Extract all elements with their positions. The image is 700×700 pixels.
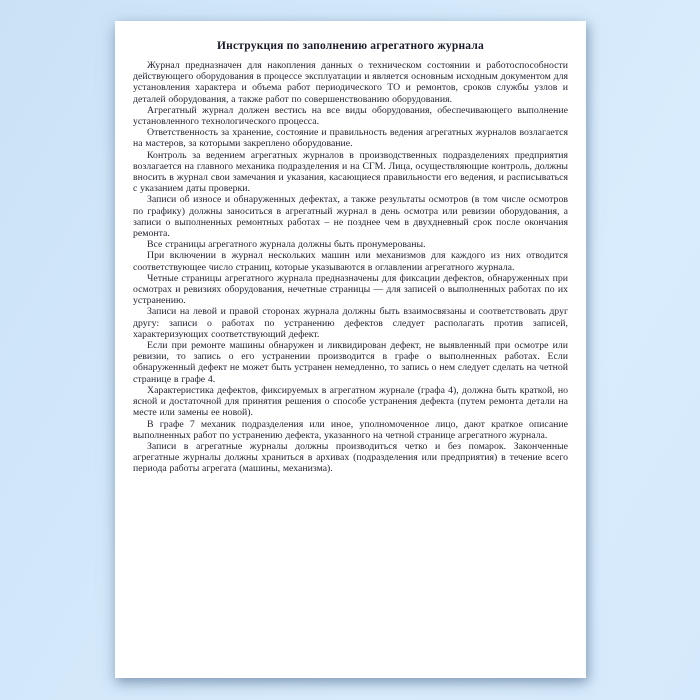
paragraph: В графе 7 механик подразделения или иное, уполномоченное лицо, дают краткое описание выполненных работ по устранению дефекта, указанного на четной странице агрегатного журнала. [133,418,568,441]
paragraph: Характеристика дефектов, фиксируемых в агрегатном журнале (графа 4), должна быть краткой, но ясной и достаточной для принятия решения о способе устранения дефекта (путем ремонта детали на месте или замены ее новой). [133,384,568,419]
document-page [115,21,586,678]
paragraph: Записи в агрегатные журналы должны производиться четко и без помарок. Законченные агрегатные журналы должны храниться в архивах (подразделения или предприятия) в течение всего периода работы агрегата (машины, механизма). [133,440,568,475]
paragraph: Все страницы агрегатного журнала должны быть пронумерованы. [147,239,426,251]
paragraph: Ответственность за хранение, состояние и правильность ведения агрегатных журналов возлагается на мастеров, за которыми закреплено оборудование. [133,127,568,150]
paragraph: Если при ремонте машины обнаружен и ликвидирован дефект, не выявленный при осмотре или ревизии, то запись о его устранении производится в графе о выполненных работах. Если обнаруженный дефект не может быть устранен немедленно, то запись о нем следует сделать на четной странице в графе 4. [133,340,568,385]
document-title: Инструкция по заполнению агрегатного журнала [217,40,484,52]
paragraph: Четные страницы агрегатного журнала предназначены для фиксации дефектов, обнаруженных при осмотрах и ревизиях оборудования, нечетные страницы — для записей о выполненных работах по их устранению. [133,272,568,307]
paragraph: Записи на левой и правой сторонах журнала должны быть взаимосвязаны и соответствовать друг другу: записи о работах по устранению дефектов следует располагать против записей, характеризующих соответствующий дефект. [133,306,568,340]
paragraph: Журнал предназначен для накопления данных о техническом состоянии и работоспособности действующего оборудования в процессе эксплуатации и является основным исходным документом для установления характера и объема работ периодического ТО и ремонтов, сроков службы узлов и деталей оборудования, а также работ по совершенствованию оборудования. [133,60,568,105]
paragraph: При включении в журнал нескольких машин или механизмов для каждого из них отводится соответствующее число страниц, которые указываются в оглавлении агрегатного журнала. [133,250,568,273]
paragraph: Записи об износе и обнаруженных дефектах, а также результаты осмотров (в том числе осмотров по графику) должны заноситься в агрегатный журнал в день осмотра или ревизии оборудования, а записи о выполненных ремонтных работах – не позднее чем в двухдневный срок после окончания ремонта. [133,194,568,240]
paragraph: Агрегатный журнал должен вестись на все виды оборудования, обеспечивающего выполнение установленного технологического процесса. [133,104,568,128]
document-body [133,60,568,475]
paragraph: Контроль за ведением агрегатных журналов в производственных подразделениях предприятия возлагается на главного механика подразделения и на СГМ. Лица, осуществляющие контроль, должны вносить в журнал свои замечания и указания, касающиеся правильности его ведения, и расписываться с указанием даты проверки. [133,149,568,195]
